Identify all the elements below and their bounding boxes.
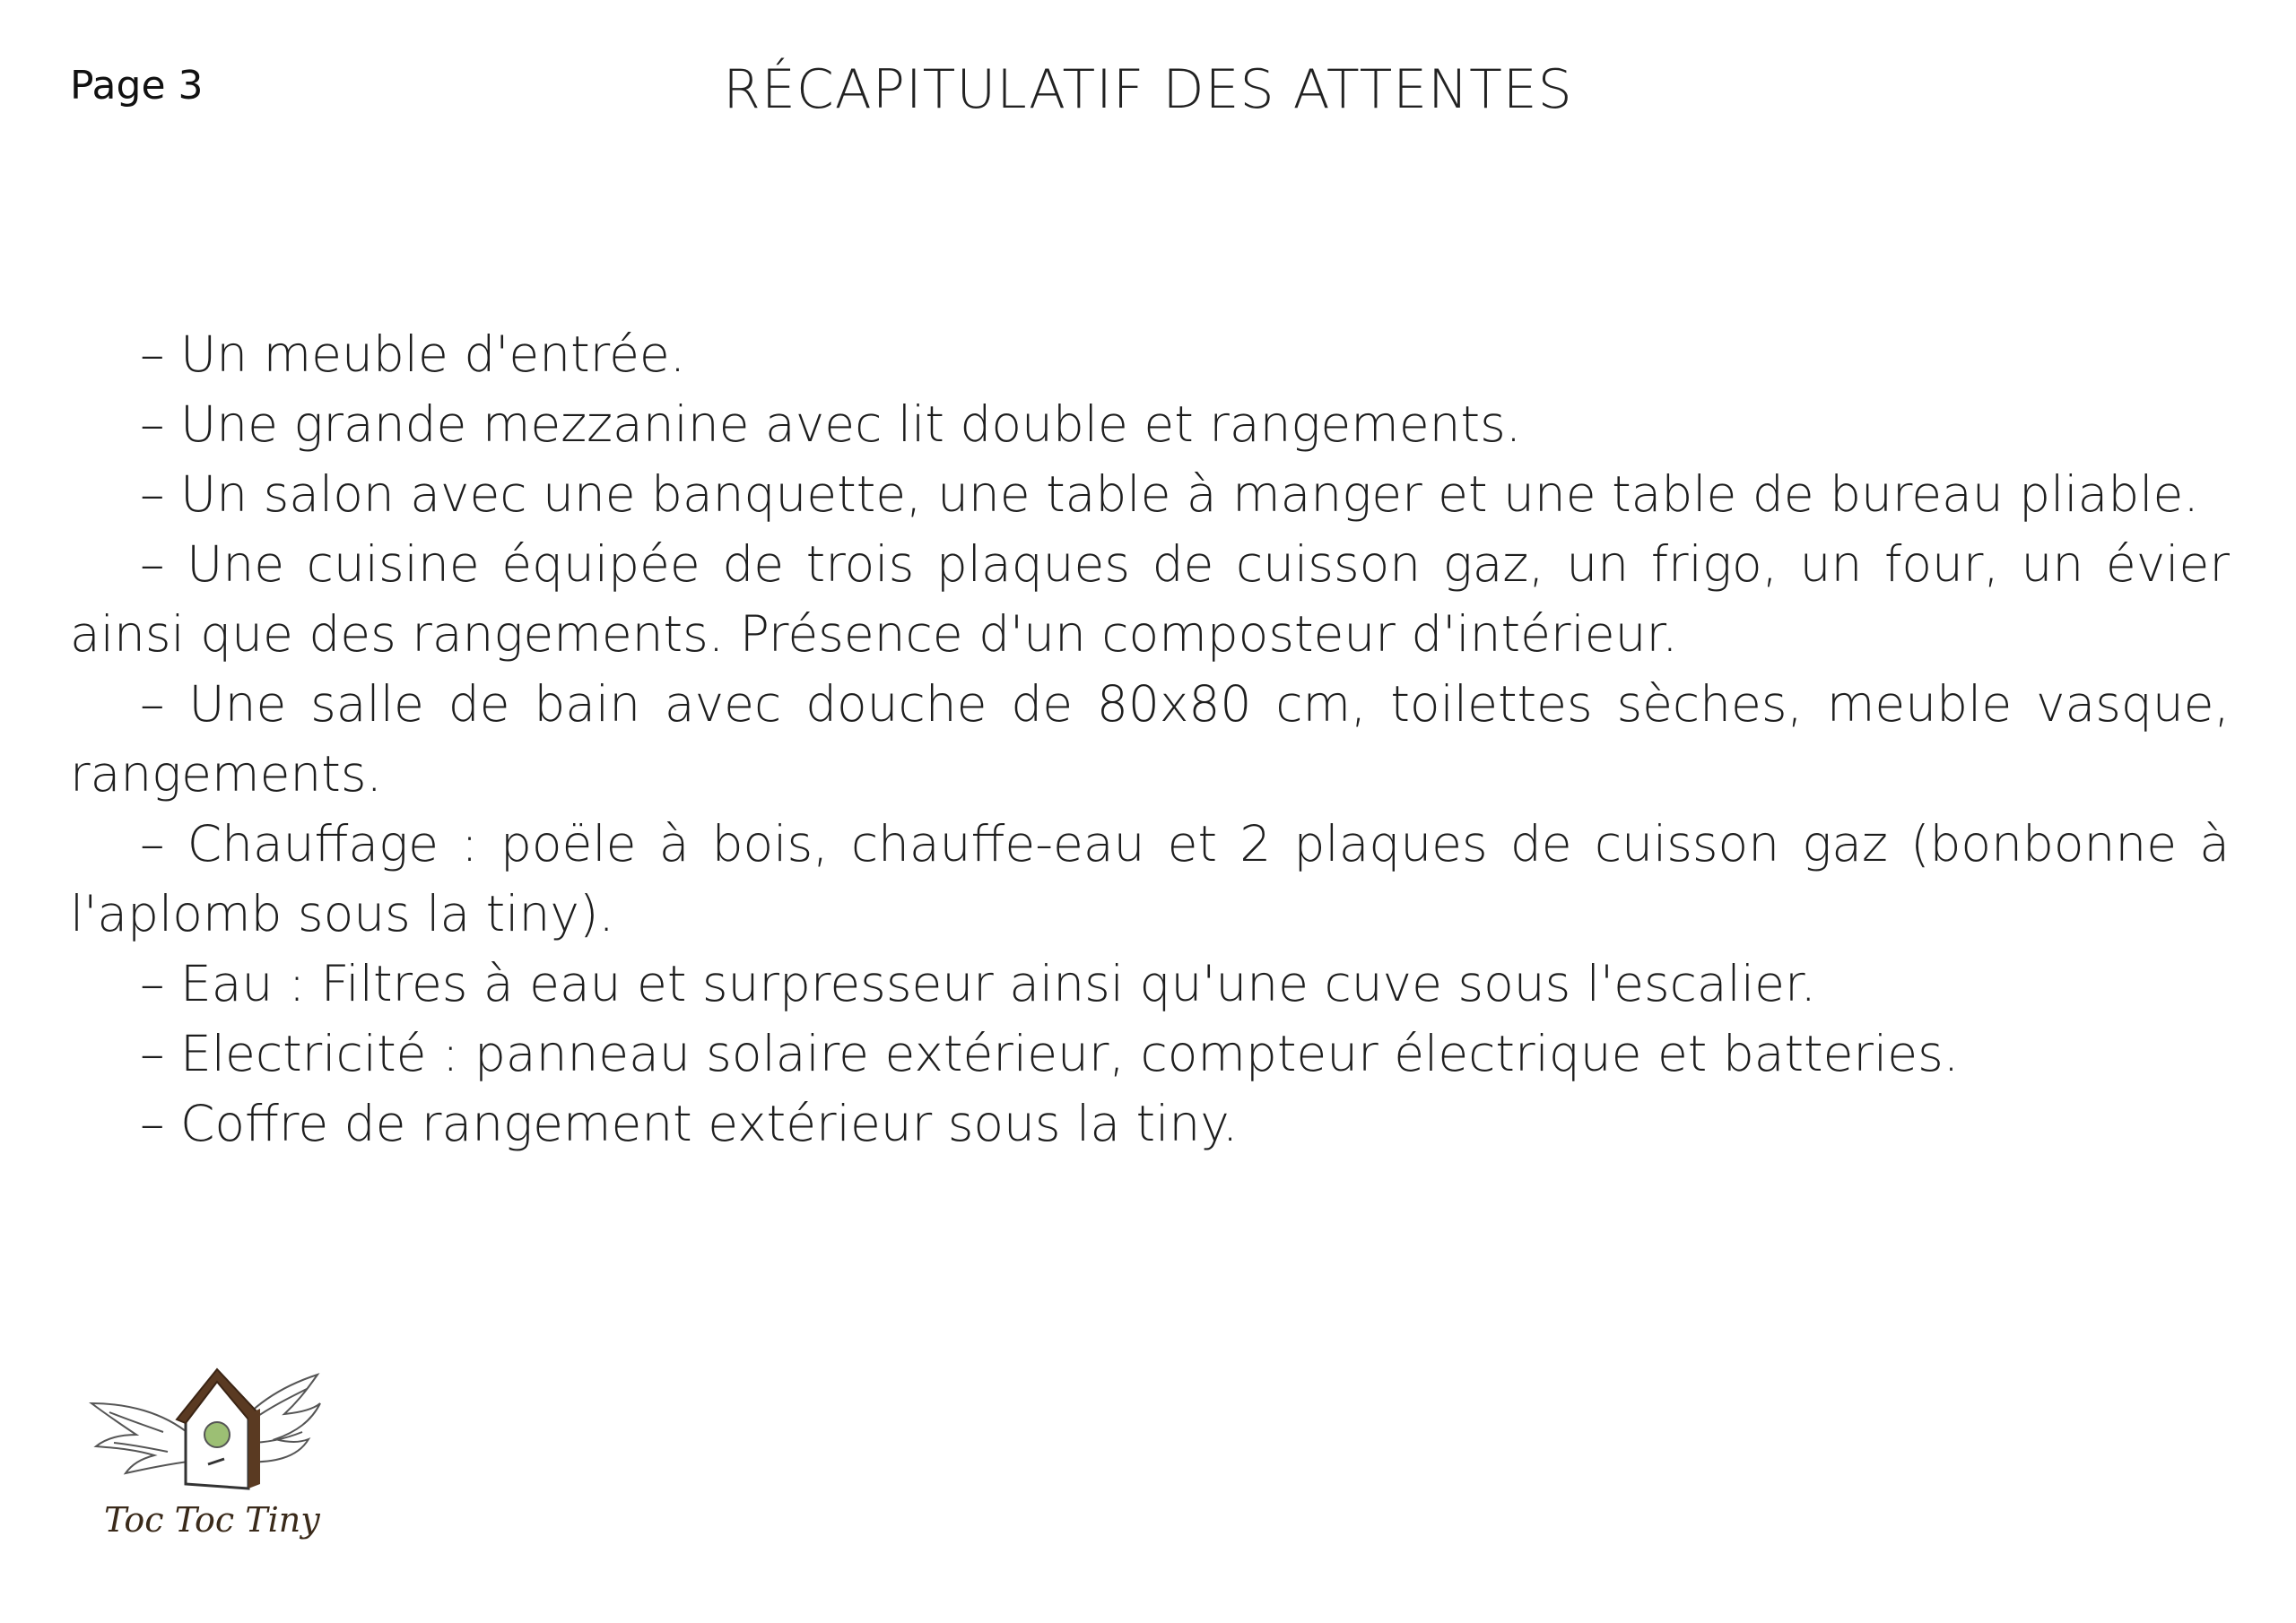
list-item: – Un salon avec une banquette, une table à manger et une table de bureau pliable. bbox=[140, 465, 2199, 523]
page-number: Page 3 bbox=[70, 63, 204, 108]
company-logo bbox=[83, 1350, 325, 1565]
winged-house-icon bbox=[83, 1350, 325, 1502]
list-item: – Une grande mezzanine avec lit double et rangements. bbox=[140, 395, 1522, 453]
list-item: – Une salle de bain avec douche de 80x80 cm, toilettes sèches, meuble vasque, rangements. bbox=[70, 675, 2230, 803]
list-item: – Coffre de rangement extérieur sous la tiny. bbox=[140, 1095, 1239, 1152]
list-item: – Une cuisine équipée de trois plaques de cuisson gaz, un frigo, un four, un évier ainsi que des rangements. Présence d'un composteur d'intérieur. bbox=[70, 535, 2230, 663]
list-item: – Chauffage : poële à bois, chauffe-eau et 2 plaques de cuisson gaz (bonbonne à l'aplomb sous la tiny). bbox=[70, 815, 2230, 942]
list-item: – Electricité : panneau solaire extérieur, compteur électrique et batteries. bbox=[140, 1025, 1960, 1082]
list-item: – Un meuble d'entrée. bbox=[140, 325, 686, 383]
list-item: – Eau : Filtres à eau et surpresseur ainsi qu'une cuve sous l'escalier. bbox=[140, 955, 1817, 1012]
requirements-list bbox=[70, 319, 2230, 1159]
logo-label: Toc Toc Tiny bbox=[104, 1500, 320, 1540]
page-title: RÉCAPITULATIF DES ATTENTES bbox=[723, 58, 1573, 121]
